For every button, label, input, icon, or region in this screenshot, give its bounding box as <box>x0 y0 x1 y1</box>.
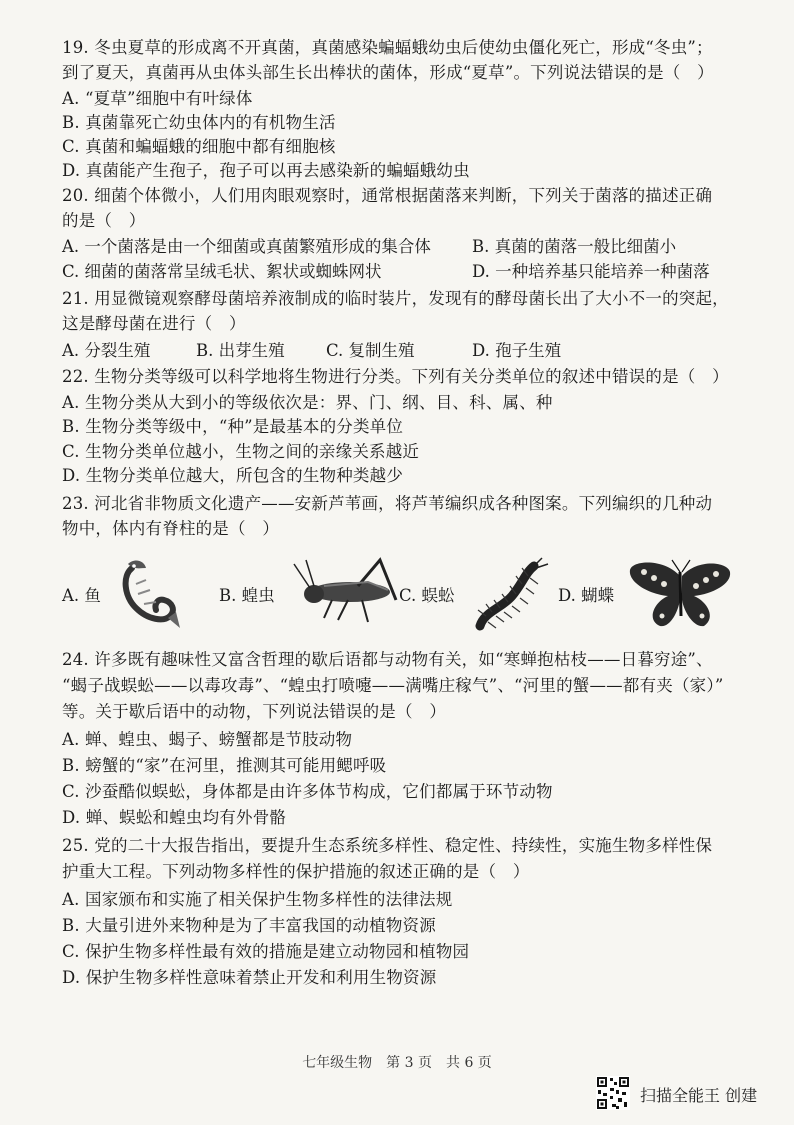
q24-stem: 24. 许多既有趣味性又富含哲理的歇后语都与动物有关，如“寒蝉抱枯枝——日暮穷途”、 <box>62 650 713 669</box>
q21-stem: 21. 用显微镜观察酵母菌培养液制成的临时装片，发现有的酵母菌长出了大小不一的突起， <box>62 289 729 308</box>
q23-stem: 23. 河北省非物质文化遗产——安新芦苇画，将芦苇编织成各种图案。下列编织的几种动 <box>62 494 713 513</box>
q22-option-c: C. 生物分类单位越小，生物之间的亲缘关系越近 <box>62 442 420 461</box>
q24-stem-cont2: 等。关于歇后语中的动物，下列说法错误的是（ ） <box>62 702 447 721</box>
q25-stem-cont: 护重大工程。下列动物多样性的保护措施的叙述正确的是（ ） <box>62 862 530 881</box>
q21-option-d: D. 孢子生殖 <box>472 341 562 360</box>
q19-option-a: A. “夏草”细胞中有叶绿体 <box>62 89 253 108</box>
q24-option-b: B. 螃蟹的“家”在河里，推测其可能用鳃呼吸 <box>62 756 387 775</box>
q25-option-d: D. 保护生物多样性意味着禁止开发和利用生物资源 <box>62 968 437 987</box>
q25-stem: 25. 党的二十大报告指出，要提升生态系统多样性、稳定性、持续性，实施生物多样性保 <box>62 836 713 855</box>
q22-stem: 22. 生物分类等级可以科学地将生物进行分类。下列有关分类单位的叙述中错误的是（ ） <box>62 367 729 386</box>
page-footer: 七年级生物 第 3 页 共 6 页 <box>302 1055 492 1071</box>
q24-stem-cont: “蝎子战蜈蚣——以毒攻毒”、“蝗虫打喷嚏——满嘴庄稼气”、“河里的蟹——都有夹（家）” <box>62 676 724 695</box>
q24-option-a: A. 蝉、蝗虫、蝎子、螃蟹都是节肢动物 <box>62 730 353 749</box>
q23-option-b: B. 蝗虫 <box>219 586 275 605</box>
q21-option-b: B. 出芽生殖 <box>196 341 285 360</box>
q20-stem-cont: 的是（ ） <box>62 211 146 230</box>
q21-stem-cont: 这是酵母菌在进行（ ） <box>62 314 246 333</box>
q19-option-b: B. 真菌靠死亡幼虫体内的有机物生活 <box>62 113 336 132</box>
qr-code-icon <box>596 1076 630 1110</box>
centipede-icon <box>472 556 558 636</box>
q19-option-d: D. 真菌能产生孢子，孢子可以再去感染新的蝙蝠蛾幼虫 <box>62 161 470 180</box>
q23-option-c: C. 蜈蚣 <box>399 586 455 605</box>
q21-option-c: C. 复制生殖 <box>326 341 415 360</box>
q19-stem: 19. 冬虫夏草的形成离不开真菌，真菌感染蝙蝠蛾幼虫后使幼虫僵化死亡，形成“冬虫”； <box>62 38 713 57</box>
q24-option-c: C. 沙蚕酷似蜈蚣，身体都是由许多体节构成，它们都属于环节动物 <box>62 782 553 801</box>
q24-option-d: D. 蝉、蜈蚣和蝗虫均有外骨骼 <box>62 808 287 827</box>
q19-option-c: C. 真菌和蝙蝠蛾的细胞中都有细胞核 <box>62 137 336 156</box>
q20-option-a: A. 一个菌落是由一个细菌或真菌繁殖形成的集合体 <box>62 237 431 256</box>
q23-option-d: D. 蝴蝶 <box>558 586 615 605</box>
q20-stem: 20. 细菌个体微小，人们用肉眼观察时，通常根据菌落来判断，下列关于菌落的描述正确 <box>62 186 713 205</box>
q20-option-d: D. 一种培养基只能培养一种菌落 <box>472 262 710 281</box>
q19-stem-cont: 到了夏天，真菌再从虫体头部生长出棒状的菌体，形成“夏草”。下列说法错误的是（ ） <box>62 63 714 82</box>
scanner-watermark <box>596 1076 786 1112</box>
q22-option-d: D. 生物分类单位越大，所包含的生物种类越少 <box>62 466 404 485</box>
q21-option-a: A. 分裂生殖 <box>62 341 151 360</box>
q25-option-b: B. 大量引进外来物种是为了丰富我国的动植物资源 <box>62 916 436 935</box>
q23-animal-figures <box>62 556 742 636</box>
q22-option-a: A. 生物分类从大到小的等级依次是：界、门、纲、目、科、属、种 <box>62 393 553 412</box>
q20-option-b: B. 真菌的菌落一般比细菌小 <box>472 237 677 256</box>
q25-option-c: C. 保护生物多样性最有效的措施是建立动物园和植物园 <box>62 942 470 961</box>
fish-icon <box>114 556 184 636</box>
q23-stem-cont: 物中，体内有脊柱的是（ ） <box>62 519 280 538</box>
locust-icon <box>288 556 408 628</box>
watermark-text: 扫描全能王 创建 <box>640 1086 758 1105</box>
q20-option-c: C. 细菌的菌落常呈绒毛状、絮状或蜘蛛网状 <box>62 262 382 281</box>
q25-option-a: A. 国家颁布和实施了相关保护生物多样性的法律法规 <box>62 890 453 909</box>
q22-option-b: B. 生物分类等级中，“种”是最基本的分类单位 <box>62 417 404 436</box>
q23-option-a: A. 鱼 <box>62 586 101 605</box>
butterfly-icon <box>624 556 736 636</box>
